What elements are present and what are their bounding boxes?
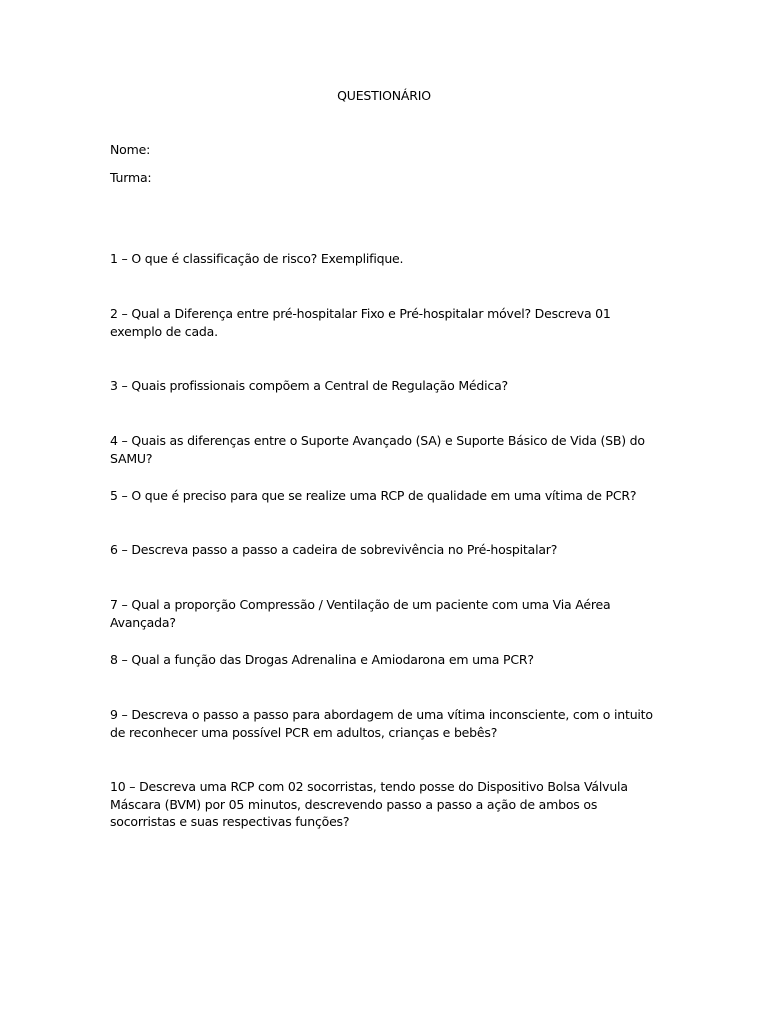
name-field-label: Nome:: [110, 142, 151, 157]
question-9: 9 – Descreva o passo a passo para abordagem de uma vítima inconsciente, com o intuito de reconhecer uma possível PCR em adultos, crianças e bebês?: [110, 707, 653, 740]
question-10: 10 – Descreva uma RCP com 02 socorristas, tendo posse do Dispositivo Bolsa Válvula Máscara (BVM) por 05 minutos, descrevendo passo a passo a ação de ambos os socorristas e suas respectivas funções?: [110, 779, 628, 829]
question-4: 4 – Quais as diferenças entre o Suporte Avançado (SA) e Suporte Básico de Vida (SB) do SAMU?: [110, 433, 645, 466]
question-1: 1 – O que é classificação de risco? Exemplifique.: [110, 251, 404, 266]
question-5: 5 – O que é preciso para que se realize uma RCP de qualidade em uma vítima de PCR?: [110, 488, 637, 503]
question-6: 6 – Descreva passo a passo a cadeira de sobrevivência no Pré-hospitalar?: [110, 542, 558, 557]
document-title: QUESTIONÁRIO: [337, 88, 431, 103]
class-field-label: Turma:: [110, 170, 152, 185]
question-2: 2 – Qual a Diferença entre pré-hospitalar Fixo e Pré-hospitalar móvel? Descreva 01 exemplo de cada.: [110, 306, 611, 339]
question-8: 8 – Qual a função das Drogas Adrenalina e Amiodarona em uma PCR?: [110, 652, 534, 667]
question-7: 7 – Qual a proporção Compressão / Ventilação de um paciente com uma Via Aérea Avançada?: [110, 597, 611, 630]
question-3: 3 – Quais profissionais compõem a Central de Regulação Médica?: [110, 378, 508, 393]
